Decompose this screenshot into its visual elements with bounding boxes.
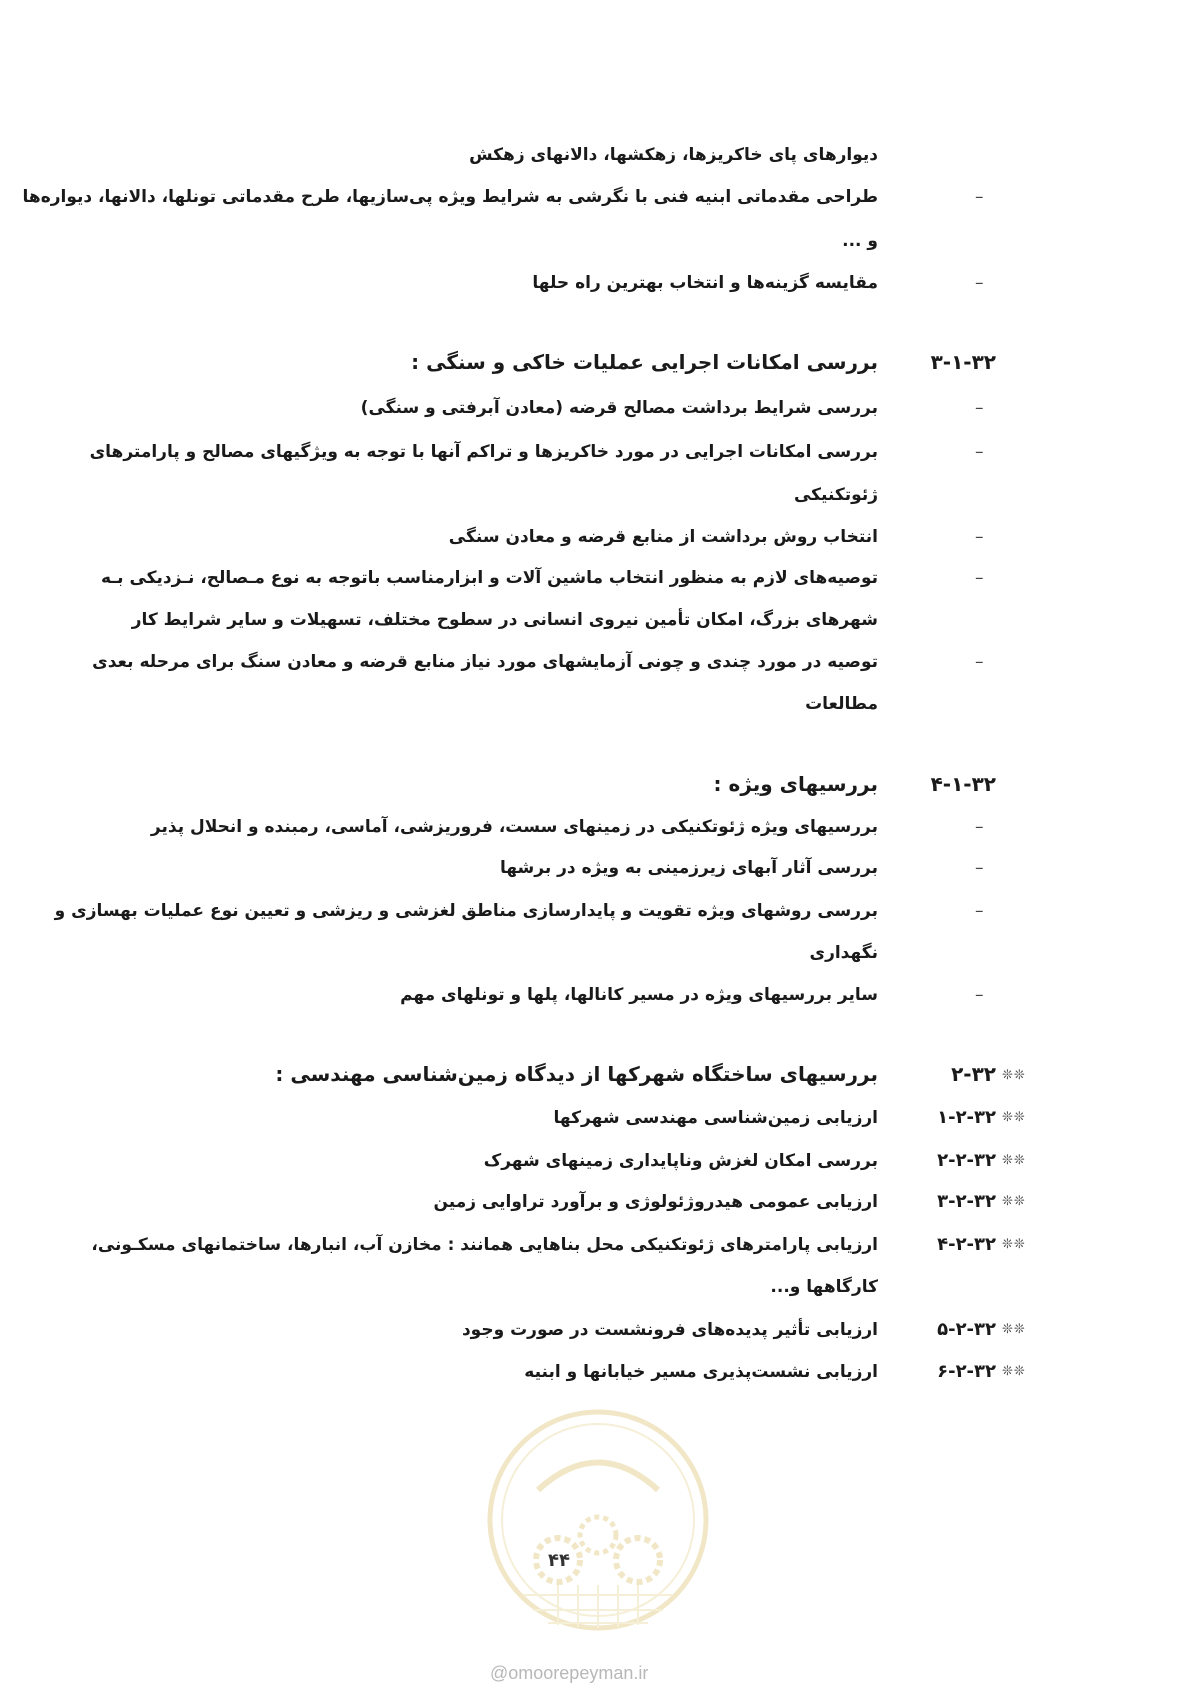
text-line: مقایسه گزینه‌ها و انتخاب بهترین راه حلها [532, 273, 878, 293]
star-marker: ❊❊ [1002, 1153, 1026, 1168]
text-line: دیوارهای پای خاکریزها، زهکشها، دالانهای زهکش [469, 145, 878, 165]
star-marker: ❊❊ [1002, 1322, 1026, 1337]
subsection-number: ۶-۲-۳۲ [937, 1361, 996, 1382]
text-line: ارزیابی تأثیر پدیده‌های فرونشست در صورت وجود [461, 1320, 878, 1340]
text-line: توصیه در مورد چندی و چونی آزمایشهای مورد نیاز منابع قرضه و معادن سنگ برای مرحله بعدی [92, 652, 878, 672]
bullet-dash: – [975, 901, 984, 921]
star-marker: ❊❊ [1002, 1194, 1026, 1209]
text-line: بررسیهای ویژه ژئوتکنیکی در زمینهای سست، فروریزشی، آماسی، رمبنده و انحلال پذیر [150, 817, 878, 837]
bullet-dash: – [975, 442, 984, 462]
text-line: بررسی روشهای ویژه تقویت و پایدارسازی مناطق لغزشی و ریزشی و تعیین نوع عملیات بهسازی و [54, 901, 878, 921]
text-line: ارزیابی نشست‌پذیری مسیر خیابانها و ابنیه [524, 1362, 878, 1382]
bullet-dash: – [975, 187, 984, 207]
section-heading: بررسیهای ساختگاه شهرکها از دیدگاه زمین‌شناسی مهندسی : [275, 1062, 878, 1086]
text-line: کارگاهها و... [770, 1277, 878, 1297]
text-line: شهرهای بزرگ، امکان تأمین نیروی انسانی در سطوح مختلف، تسهیلات و سایر شرایط کار [131, 610, 878, 630]
section-number: ۳-۱-۳۲ [930, 350, 996, 374]
star-marker: ❊❊ [1002, 1364, 1026, 1379]
text-line: ژئوتکنیکی [793, 485, 878, 505]
subsection-number: ۱-۲-۳۲ [937, 1107, 996, 1128]
subsection-number: ۵-۲-۳۲ [937, 1319, 996, 1340]
star-marker: ❊❊ [1002, 1237, 1026, 1252]
section-number: ۲-۳۲ [951, 1062, 996, 1086]
subsection-number: ۴-۲-۳۲ [937, 1234, 996, 1255]
bullet-dash: – [975, 568, 984, 588]
star-marker: ❊❊ [1002, 1068, 1026, 1083]
text-line: بررسی امکان لغزش وناپایداری زمینهای شهرک [483, 1151, 878, 1171]
text-line: ارزیابی عمومی هیدروژئولوژی و برآورد تراوایی زمین [433, 1192, 878, 1212]
text-line: بررسی امکانات اجرایی در مورد خاکریزها و تراکم آنها با توجه به ویژگیهای مصالح و پارامترهای [89, 442, 878, 462]
page-number: ۴۴ [548, 1550, 570, 1571]
bullet-dash: – [975, 527, 984, 547]
text-line: ارزیابی پارامترهای ژئوتکنیکی محل بناهایی همانند : مخازن آب، انبارها، ساختمانهای مسکـونی، [91, 1235, 878, 1255]
bullet-dash: – [975, 858, 984, 878]
text-line: و ... [842, 231, 878, 251]
bullet-dash: – [975, 273, 984, 293]
subsection-number: ۳-۲-۳۲ [937, 1191, 996, 1212]
bullet-dash: – [975, 398, 984, 418]
section-heading: بررسی امکانات اجرایی عملیات خاکی و سنگی : [411, 350, 878, 374]
bullet-dash: – [975, 817, 984, 837]
section-number: ۴-۱-۳۲ [930, 772, 996, 796]
website-watermark: @omoorepeyman.ir [490, 1663, 649, 1683]
text-line: مطالعات [805, 694, 878, 714]
section-heading: بررسیهای ویژه : [713, 772, 878, 796]
text-line: ارزیابی زمین‌شناسی مهندسی شهرکها [553, 1108, 878, 1128]
text-line: بررسی شرایط برداشت مصالح قرضه (معادن آبرفتی و سنگی) [360, 398, 878, 418]
text-line: طراحی مقدماتی ابنیه فنی با نگرشی به شرایط ویژه پی‌سازیها، طرح مقدماتی تونلها، دالانها، دیواره‌ها [22, 187, 878, 207]
text-line: بررسی آثار آبهای زیرزمینی به ویژه در برشها [499, 858, 878, 878]
watermark-seal [478, 1395, 718, 1645]
bullet-dash: – [975, 652, 984, 672]
text-line: انتخاب روش برداشت از منابع قرضه و معادن سنگی [448, 527, 878, 547]
subsection-number: ۲-۲-۳۲ [937, 1150, 996, 1171]
text-line: توصیه‌های لازم به منظور انتخاب ماشین آلات و ابزارمناسب باتوجه به نوع مـصالح، نـزدیکی بـه [101, 568, 878, 588]
text-line: سایر بررسیهای ویژه در مسیر کانالها، پلها و تونلهای مهم [400, 985, 878, 1005]
text-line: نگهداری [809, 943, 878, 963]
star-marker: ❊❊ [1002, 1110, 1026, 1125]
bullet-dash: – [975, 985, 984, 1005]
